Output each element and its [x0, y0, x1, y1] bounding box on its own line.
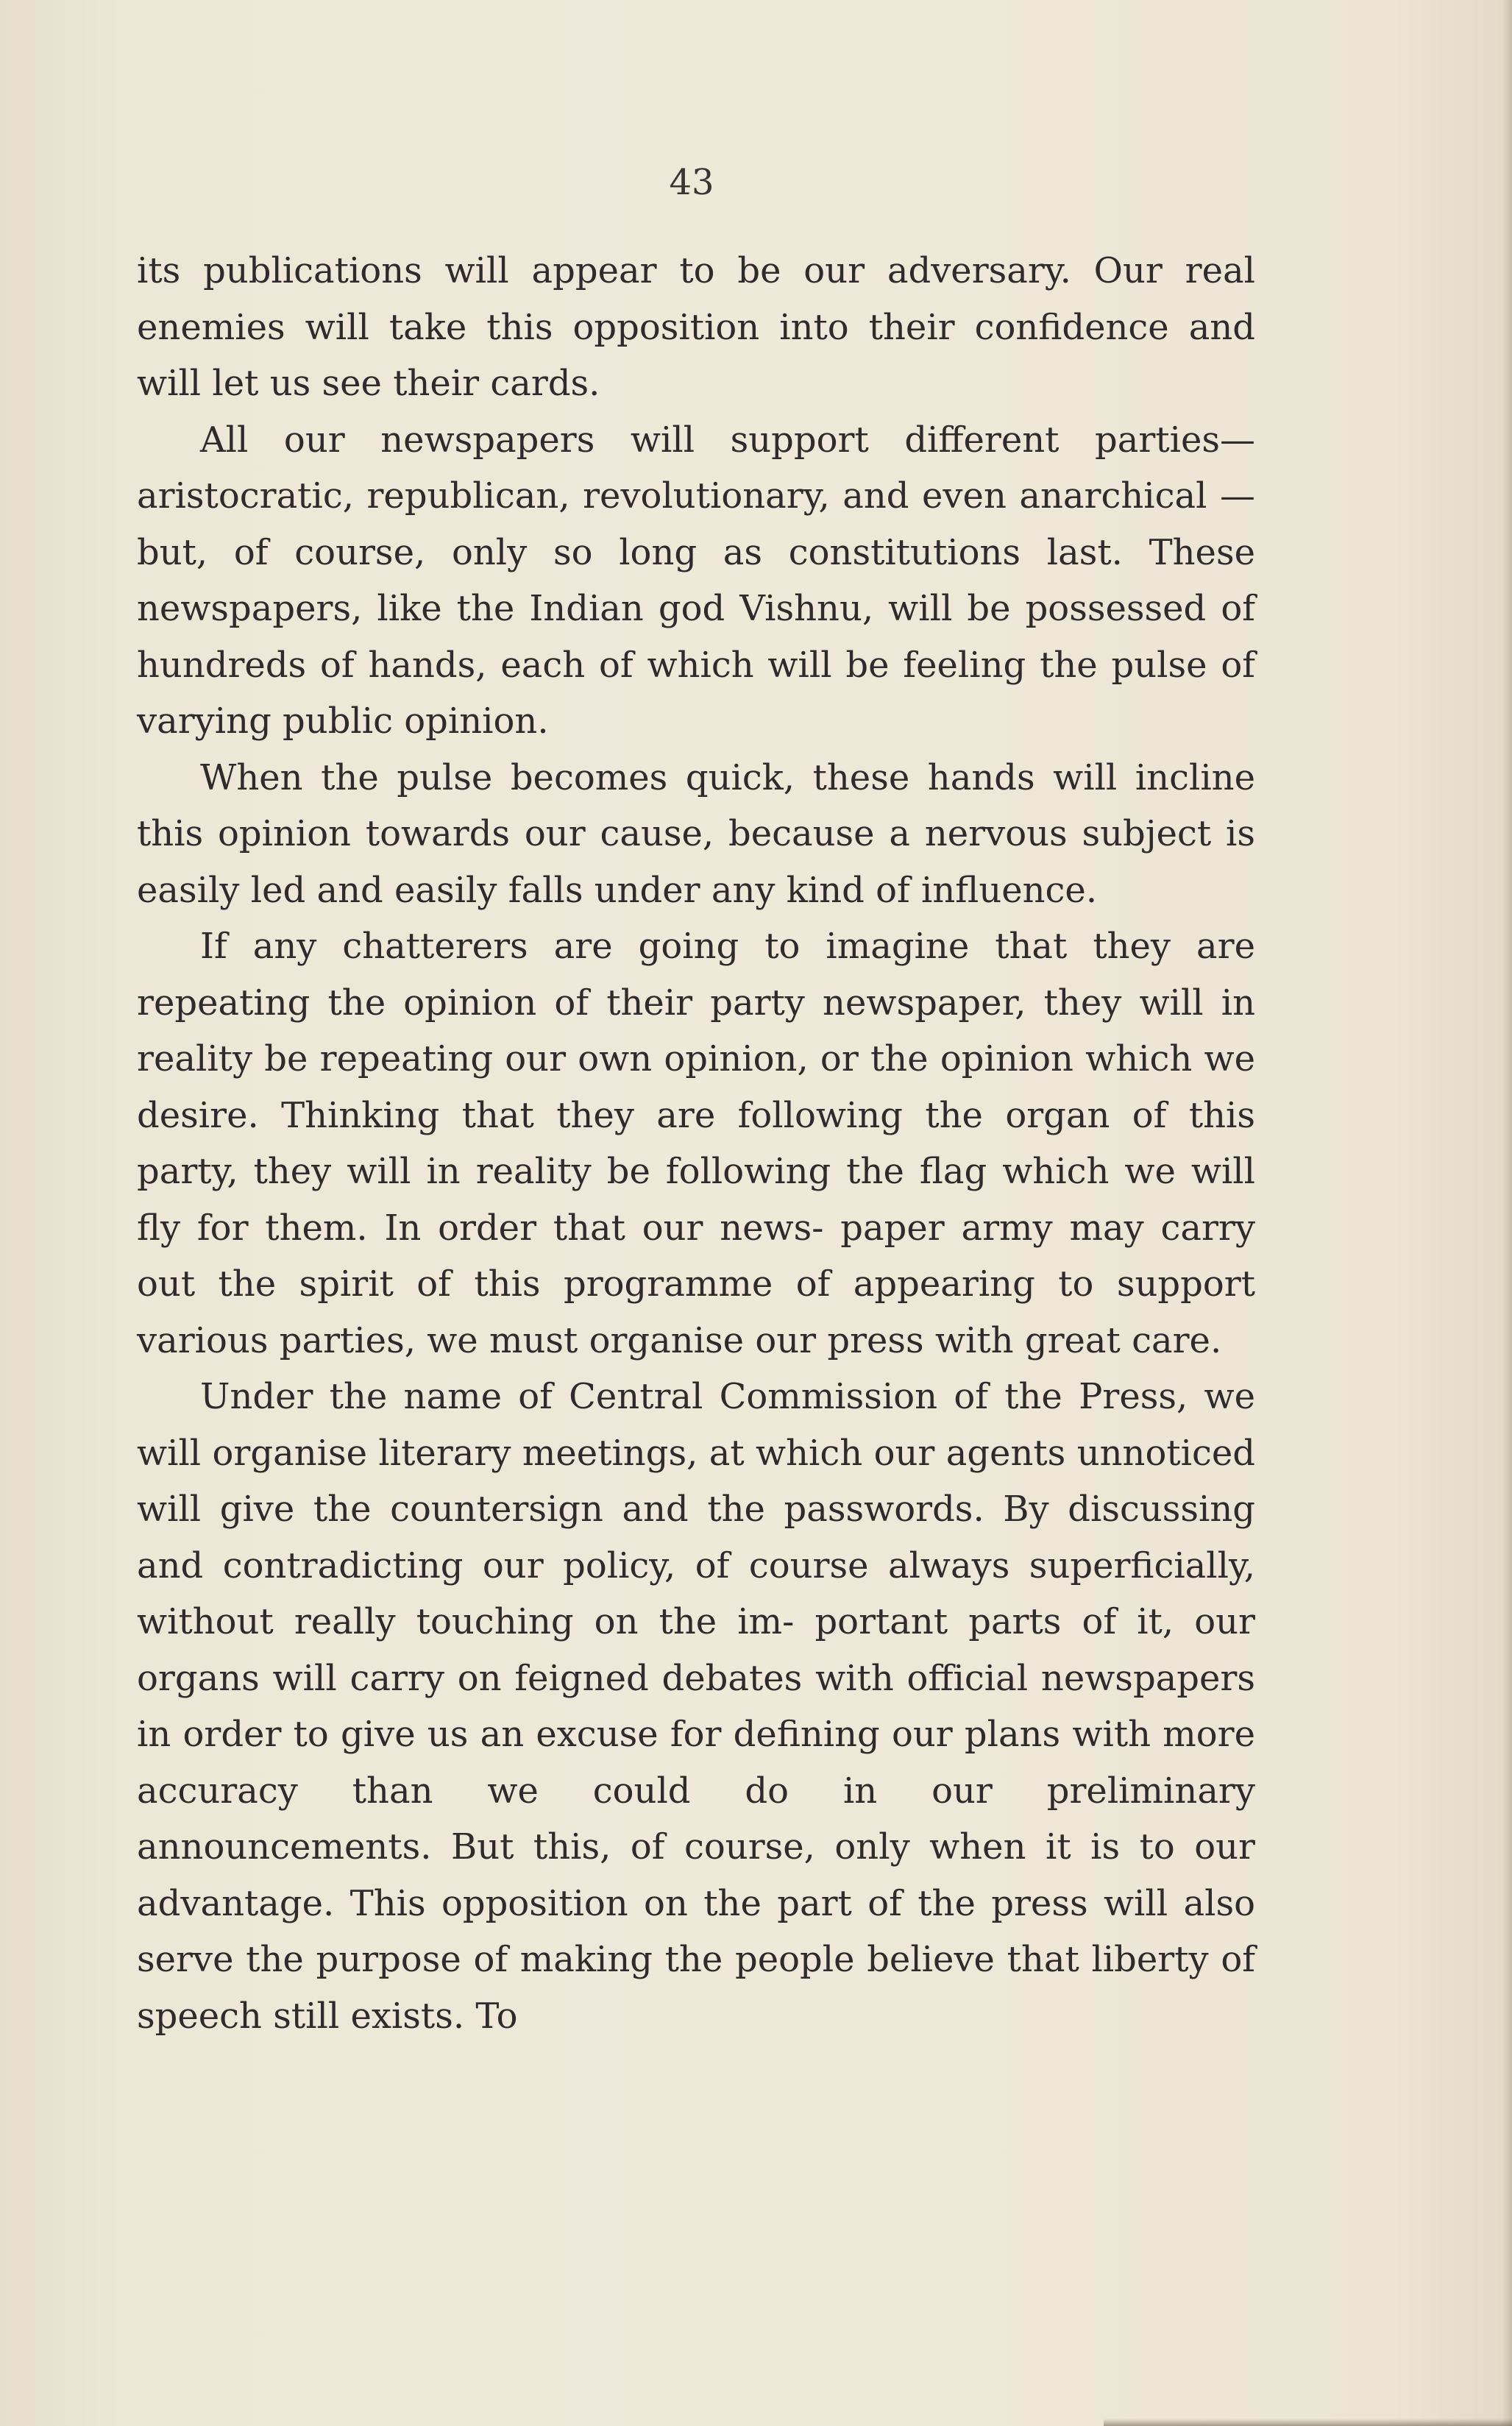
paragraph-4: If any chatterers are going to imagine that they are repeating the opinion of their party newspaper, they will in reality be repeating our own opinion, or the opinion which we desire. Thinking that they are following the organ of this party, they will in reality be following the flag which we will fly for them. In order that our news- paper army may carry out the spirit of this programme of appearing to support various parties, we must organise our press with great care. — [137, 926, 1255, 1361]
paragraph-1: its publications will appear to be our adversary. Our real enemies will take this opposition into their confidence and will let us see their cards. — [137, 250, 1255, 404]
paragraph-3: When the pulse becomes quick, these hands will incline this opinion towards our cause, because a nervous subject is easily led and easily falls under any kind of influence. — [137, 756, 1255, 911]
paragraph-5: Under the name of Central Commission of the Press, we will organise literary meetings, at which our agents unnoticed will give the countersign and the passwords. By discussing and contradicting our policy, of course always superficially, without really touching on the im- portant parts of it, our organs will carry on feigned debates with official newspapers in order to give us an excuse for defining our plans with more accuracy than we could do in our preliminary announcements. But this, of course, only when it is to our advantage. This opposition on the part of the press will also serve the purpose of making the people believe that liberty of speech still exists. To — [137, 1376, 1255, 2037]
paragraph-2: All our newspapers will support different parties— aristocratic, republican, revolutionary, and even anarchical —but, of course, only so long as constitutions last. These newspapers, like the Indian god Vishnu, will be possessed of hundreds of hands, each of which will be feeling the pulse of varying public opinion. — [137, 419, 1255, 742]
page-bottom-shadow — [1104, 2419, 1512, 2426]
body-text — [137, 243, 1255, 2044]
page-number: 43 — [669, 162, 714, 203]
page-edge-shadow — [1502, 0, 1512, 2426]
